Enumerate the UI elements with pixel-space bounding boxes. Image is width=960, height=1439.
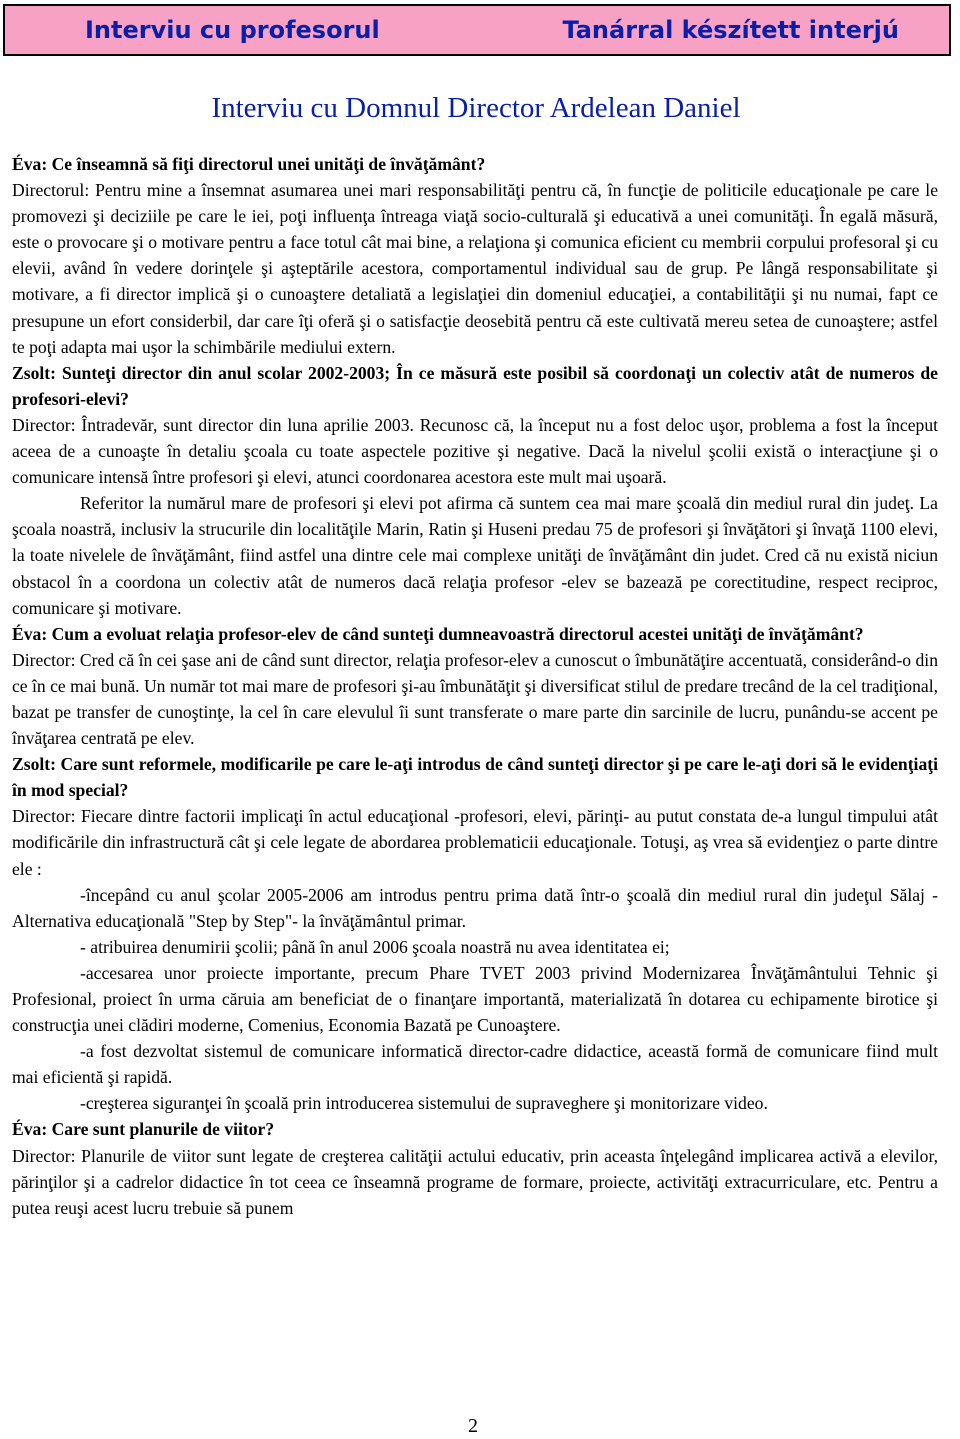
answer-5 — [12, 1143, 938, 1221]
answer-1-text: : Pentru mine a însemnat asumarea unei mari responsabilităţi pentru că, în funcţie de politicile educaţionale pe care le promovezi şi deciziile pe care le iei, poţi influenţa întreaga viaţă socio-culturală şi educativă a unei comunităţi. În egală măsură, este o provocare şi o motivare pentru a face totul cât mai bine, a relaţiona şi comunica eficient cu membrii corpului profesoral şi cu elevii, având în vedere dorinţele şi aşteptările acestora, comportamentul individual sau de grup. Pe lângă responsabilitate şi motivare, a fi director implică şi o cunoaştere detaliată a legislaţiei din domeniul educaţiei, a contabilităţii şi nu numai, fapt ce presupune un efort considerbil, dar care îţi oferă şi o satisfacţie deosebită pentru că este cultivată mereu setea de cunoaştere; astfel te poţi adapta mai uşor la schimbările mediului extern. — [12, 180, 938, 357]
answer-3-text: : Cred că în cei şase ani de când sunt director, relaţia profesor-elev a cunoscut o îmbunătăţire accentuată, considerând-o din ce în ce mai bună. Un număr tot mai mare de profesori şi-au îmbunătăţit şi diversificat stilul de predare trecând de la cel tradiţional, bazat pe transfer de cunoştinţe, la cel în care elevulul îi sunt transferate o mare parte din sarcinile de lucru, punându-se accent pe învăţarea centrată pe elev. — [12, 649, 938, 749]
header-left-title: Interviu cu profesorul — [85, 16, 380, 44]
answer-4-text: : Fiecare dintre factorii implicaţi în actul educaţional -profesori, elevi, părinţi- au putut constata de-a lungul timpului atât modificările din infrastructură cât şi cele legate de abordarea problematicii educaţionale. Totuşi, aş vrea să evidenţiez o parte dintre ele : — [12, 806, 938, 879]
answer-4-item: -începând cu anul şcolar 2005-2006 am introdus pentru prima dată într-o şcoală din mediul rural din judeţul Sălaj - Alternativa educaţională "Step by Step"- la învăţământul primar. — [12, 884, 938, 931]
answer-3-speaker: Director — [12, 649, 71, 670]
answer-4-item: -a fost dezvoltat sistemul de comunicare informatică director-cadre didactice, această formă de comunicare fiind mult mai eficientă şi rapidă. — [12, 1041, 938, 1088]
answer-3 — [12, 647, 938, 751]
answer-2-continued: Referitor la numărul mare de profesori şi elevi pot afirma că suntem cea mai mare şcoală din mediul rural din judeţ. La şcoala noastră, inclusiv la strucurile din localităţile Marin, Ratin şi Huseni predau 75 de profesori şi învăţători şi învaţă 1100 elevi, la toate nivelele de învăţământ, fiind astfel una dintre cele mai complexe unităţi de învăţământ din judet. Cred că nu există niciun obstacol în a coordona un colectiv atât de numeros dacă relaţia profesor -elev se bazează pe corectitudine, respect reciproc, comunicare şi motivare. — [12, 493, 938, 618]
answer-5-speaker: Director — [12, 1145, 71, 1166]
answer-4-item: -creşterea siguranţei în şcoală prin introducerea sistemului de supraveghere şi monitorizare video. — [80, 1093, 768, 1114]
answer-4-item: - atribuirea denumirii şcolii; până în anul 2006 şcoala noastră nu avea identitatea ei; — [80, 936, 670, 957]
question-3: Éva: Cum a evoluat relaţia profesor-elev de când sunteţi dumneavoastră directorul acestei unităţi de învăţământ? — [12, 623, 864, 644]
answer-5-text: : Planurile de viitor sunt legate de creşterea calităţii actului educativ, prin aceasta înţelegând implicarea activă a elevilor, părinţilor şi a cadrelor didactice în tot ceea ce înseamnă programe de formare, proiecte, activităţi extracurriculare, etc. Pentru a putea reuşi acest lucru trebuie să punem — [12, 1145, 938, 1218]
header-right-title: Tanárral készített interjú — [562, 16, 899, 44]
page-title: Interviu cu Domnul Director Ardelean Daniel — [211, 92, 741, 124]
question-5: Éva: Care sunt planurile de viitor? — [12, 1119, 275, 1140]
page-number: 2 — [468, 1415, 478, 1437]
answer-4-item: -accesarea unor proiecte importante, precum Phare TVET 2003 privind Modernizarea Învăţământului Tehnic şi Profesional, proiect în urma căruia am beneficiat de o finanţare importantă, materializată în dotarea cu echipamente birotice şi construcţia unei clădiri moderne, Comenius, Economia Bazată pe Cunoaştere. — [12, 962, 938, 1036]
question-4: Zsolt: Care sunt reformele, modificarile pe care le-aţi introdus de când sunteţi director şi pe care le-aţi dori să le evidenţiaţi în mod special? — [12, 754, 938, 801]
answer-2-text: : Întradevăr, sunt director din luna aprilie 2003. Recunosc că, la început nu a fost deloc uşor, problema a fost la început aceea de a cunoaşte în detaliu şcoala cu toate aspectele pozitive şi negative. Dacă la nivelul şcolii există o interacţiune şi o comunicare intensă între profesori şi elevi, atunci coordonarea acestora este mult mai uşoară. — [12, 414, 938, 488]
answer-4-speaker: Director — [12, 806, 71, 827]
header-banner — [3, 4, 951, 56]
answer-4 — [12, 803, 938, 881]
answer-1-speaker: Directorul — [12, 180, 85, 201]
interview-body — [12, 151, 938, 1221]
answer-2 — [12, 412, 938, 490]
question-2: Zsolt: Sunteţi director din anul scolar 2002-2003; În ce măsură este posibil să coordonaţi un colectiv atât de numeros de profesori-elevi? — [12, 362, 938, 409]
answer-2-speaker: Director — [12, 414, 71, 435]
answer-1 — [12, 177, 938, 360]
question-1: Éva: Ce înseamnă să fiţi directorul unei unităţi de învăţământ? — [12, 154, 486, 174]
